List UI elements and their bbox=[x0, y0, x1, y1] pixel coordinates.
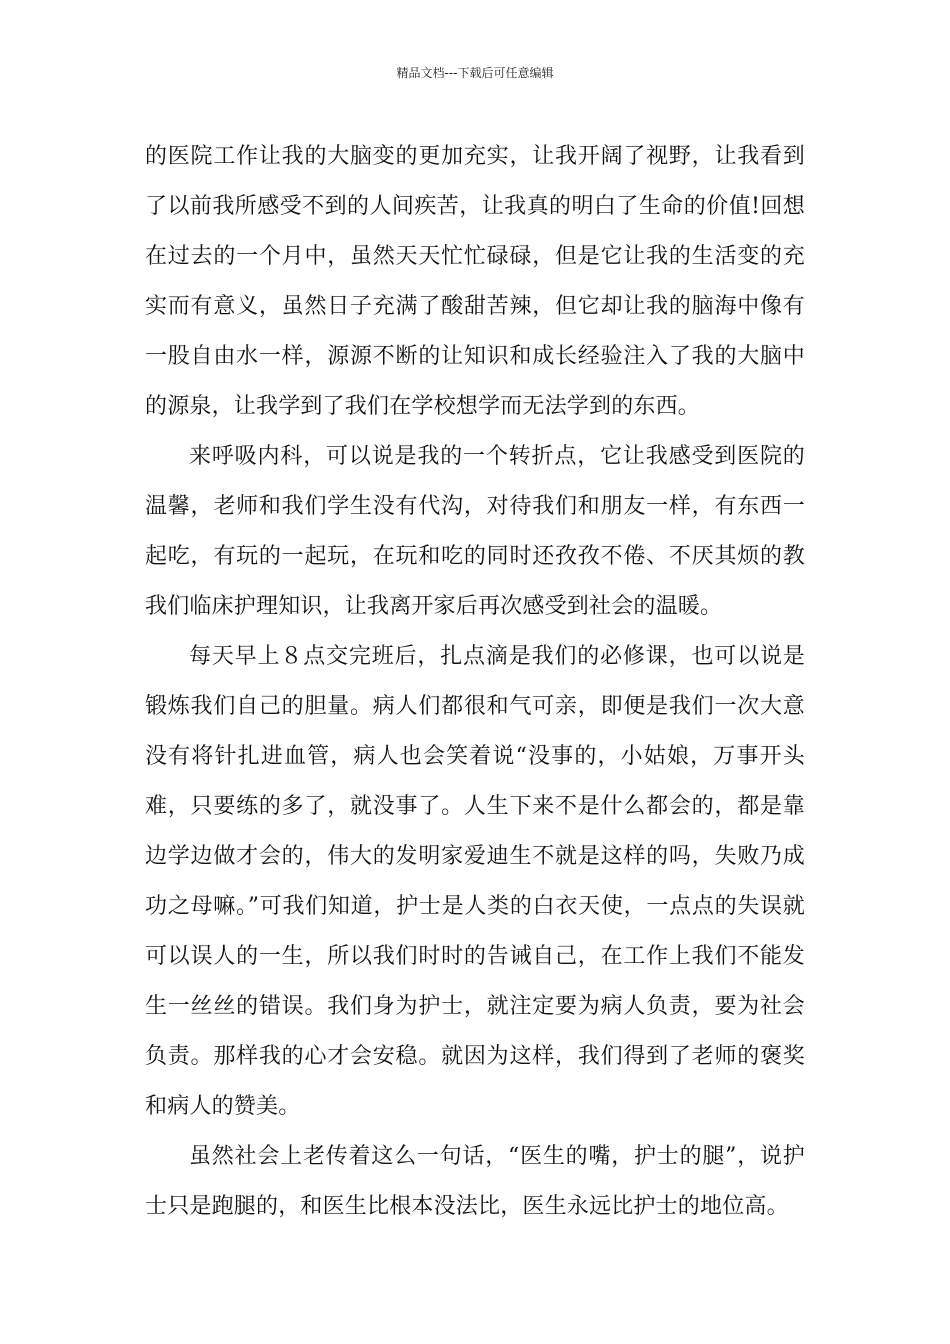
page-header: 精品文档---下载后可任意编辑 bbox=[396, 66, 554, 80]
paragraph-respiratory-dept: 来呼吸内科，可以说是我的一个转折点，它让我感受到医院的温馨，老师和我们学生没有代沟，对待我们和朋友一样，有东西一起吃，有玩的一起玩，在玩和吃的同时还孜孜不倦、不厌其烦的教我们临床护理知识，让我离开家后再次感受到社会的温暖。 bbox=[145, 444, 805, 619]
paragraph-doctor-nurse-saying: 虽然社会上老传着这么一句话，“医生的嘴，护士的腿”，说护士只是跑腿的，和医生比根本没法比，医生永远比护士的地位高。 bbox=[145, 1144, 805, 1219]
document-body bbox=[145, 132, 805, 1232]
paragraph-continued: 的医院工作让我的大脑变的更加充实，让我开阔了视野，让我看到了以前我所感受不到的人间疾苦，让我真的明白了生命的价值!回想在过去的一个月中，虽然天天忙忙碌碌，但是它让我的生活变的充实而有意义，虽然日子充满了酸甜苦辣，但它却让我的脑海中像有一股自由水一样，源源不断的让知识和成长经验注入了我的大脑中的源泉，让我学到了我们在学校想学而无法学到的东西。 bbox=[145, 144, 805, 419]
paragraph-daily-iv-practice: 每天早上８点交完班后，扎点滴是我们的必修课，也可以说是锻炼我们自己的胆量。病人们都很和气可亲，即便是我们一次大意没有将针扎进血管，病人也会笑着说“没事的，小姑娘，万事开头难，只要练的多了，就没事了。人生下来不是什么都会的，都是靠边学边做才会的，伟大的发明家爱迪生不就是这样的吗，失败乃成功之母嘛。”可我们知道，护士是人类的白衣天使，一点点的失误就可以误人的一生，所以我们时时的告诫自己，在工作上我们不能发生一丝丝的错误。我们身为护士，就注定要为病人负责，要为社会负责。那样我的心才会安稳。就因为这样，我们得到了老师的褒奖和病人的赞美。 bbox=[145, 644, 805, 1119]
